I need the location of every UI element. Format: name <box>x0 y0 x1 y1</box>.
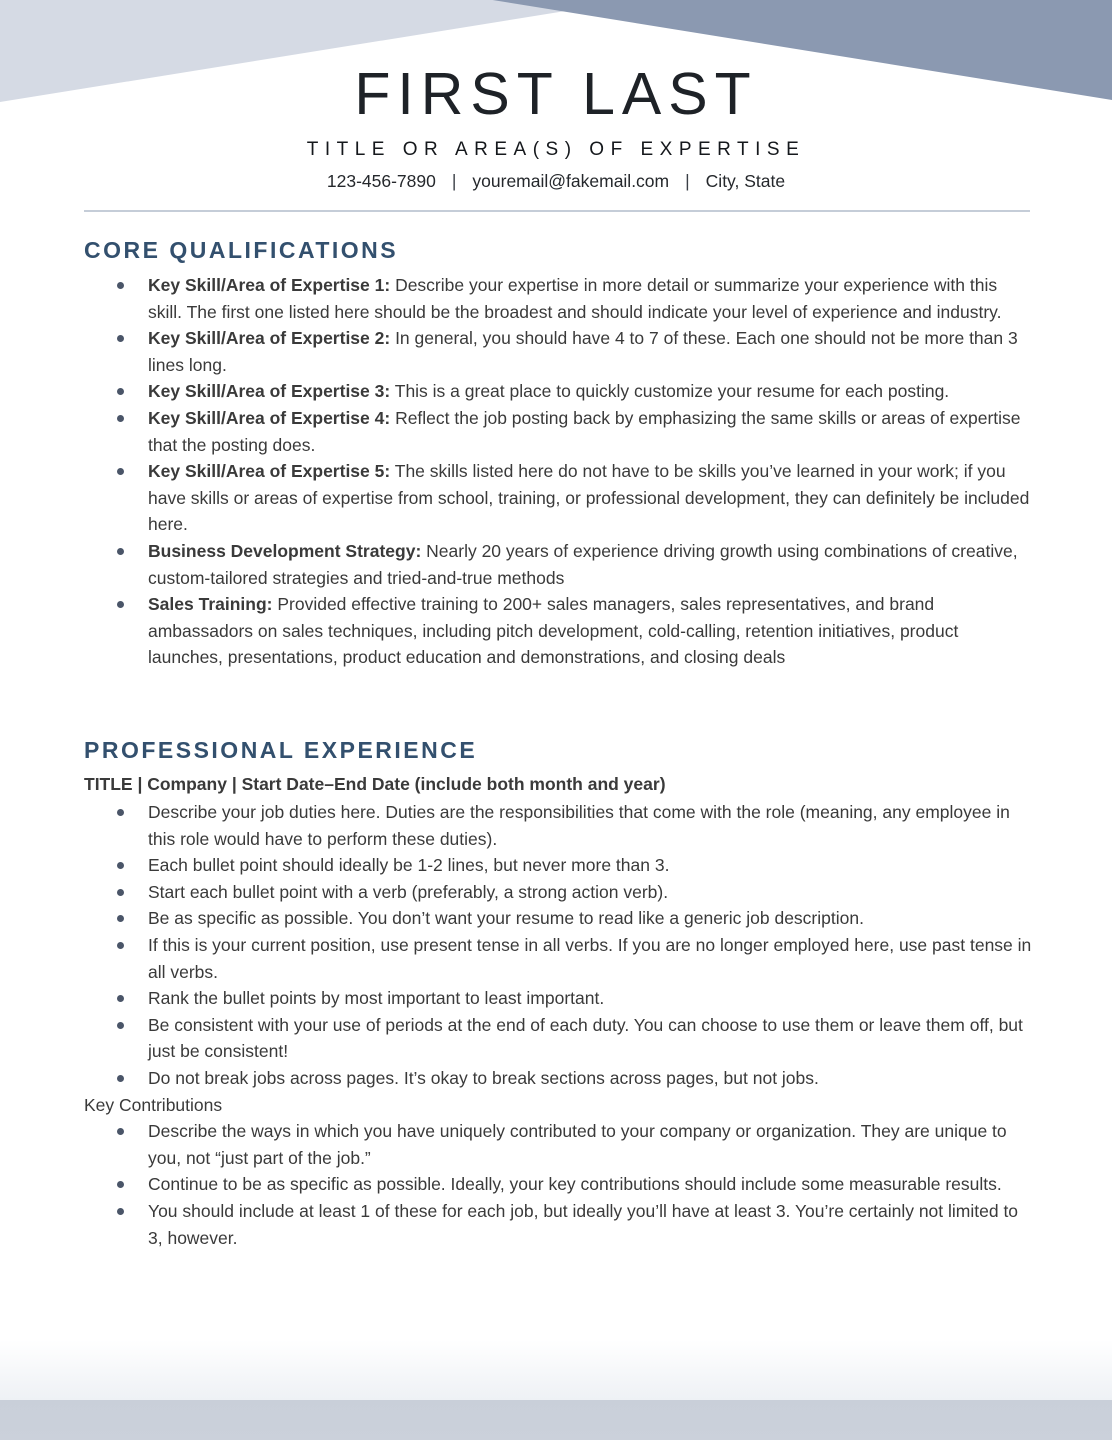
bullet-text: This is a great place to quickly customize your resume for each posting. <box>390 381 950 402</box>
bullet-lead: Key Skill/Area of Expertise 4: <box>148 407 391 428</box>
contact-email: youremail@fakemail.com <box>472 170 670 191</box>
bullet-item <box>84 405 1032 458</box>
bullet-item <box>84 538 1032 591</box>
core-qualifications-list <box>84 272 1032 671</box>
footer-fade <box>0 1340 1112 1400</box>
bullet-item <box>84 272 1032 325</box>
key-contributions-list <box>84 1118 1032 1251</box>
bullet-marker-icon <box>117 1208 124 1215</box>
bullet-lead: Key Skill/Area of Expertise 3: <box>148 381 391 402</box>
bullet-lead: Key Skill/Area of Expertise 5: <box>148 461 391 482</box>
bullet-item <box>84 932 1032 985</box>
bullet-text: Do not break jobs across pages. It’s okay to break sections across pages, but not jobs. <box>148 1067 819 1088</box>
bullet-marker-icon <box>117 388 124 395</box>
bullet-item <box>84 1118 1032 1171</box>
contact-phone: 123-456-7890 <box>326 170 436 191</box>
bullet-text: Describe your job duties here. Duties are the responsibilities that come with the role (meaning, any employee in this role would have to perform these duties). <box>148 802 1010 849</box>
bullet-text: You should include at least 1 of these for each job, but ideally you’ll have at least 3. You’re certainly not limited to 3, however. <box>148 1200 1019 1248</box>
bullet-item <box>84 799 1032 852</box>
bullet-item <box>84 1065 1032 1092</box>
bullet-marker-icon <box>117 335 124 342</box>
bullet-text: Be as specific as possible. You don’t want your resume to read like a generic job description. <box>148 908 864 929</box>
resume-header <box>0 61 1112 192</box>
bullet-marker-icon <box>117 995 124 1002</box>
bullet-marker-icon <box>117 915 124 922</box>
bullet-marker-icon <box>117 809 124 816</box>
candidate-title: TITLE OR AREA(S) OF EXPERTISE <box>306 138 806 160</box>
bullet-item <box>84 1171 1032 1198</box>
bullet-item <box>84 905 1032 932</box>
bullet-marker-icon <box>117 889 124 896</box>
bullet-lead: Key Skill/Area of Expertise 2: <box>148 328 391 349</box>
bullet-item <box>84 852 1032 879</box>
bullet-marker-icon <box>117 862 124 869</box>
contact-separator: | <box>685 170 690 191</box>
bullet-text: In general, you should have 4 to 7 of these. Each one should not be more than 3 lines long. <box>148 328 1018 375</box>
bullet-text: Continue to be as specific as possible. Ideally, your key contributions should include some measurable results. <box>148 1174 1002 1195</box>
bullet-item <box>84 985 1032 1012</box>
contact-location: City, State <box>705 170 786 191</box>
bullet-item <box>84 325 1032 378</box>
bullet-lead: Key Skill/Area of Expertise 1: <box>148 275 391 295</box>
bullet-item <box>84 1012 1032 1065</box>
bullet-text: Be consistent with your use of periods at the end of each duty. You can choose to use them or leave them off, but just be consistent! <box>148 1014 1023 1062</box>
bullet-text: The skills listed here do not have to be skills you’ve learned in your work; if you have skills or areas of expertise from school, training, or professional development, they can definitely be included here. <box>148 461 1030 535</box>
section-core-qualifications <box>84 237 1032 671</box>
bullet-text: Provided effective training to 200+ sales managers, sales representatives, and brand ambassadors on sales techniques, including pitch development, cold-calling, retention initiatives, product launches, presentations, product education and demonstrations, and closing deals <box>148 594 959 668</box>
bullet-lead: Business Development Strategy: <box>148 540 422 561</box>
job-duties-list <box>84 799 1032 1092</box>
footer-accent-band <box>0 1400 1112 1440</box>
bullet-text: Describe the ways in which you have uniquely contributed to your company or organization. They are unique to you, not “just part of the job.” <box>148 1121 1007 1168</box>
bullet-marker-icon <box>117 1075 124 1082</box>
bullet-text: If this is your current position, use present tense in all verbs. If you are no longer employed here, use past tense in all verbs. <box>148 934 1032 982</box>
key-contributions-subheading: Key Contributions <box>84 1094 223 1115</box>
bullet-marker-icon <box>117 415 124 422</box>
bullet-marker-icon <box>117 601 124 608</box>
bullet-lead: Sales Training: <box>148 594 273 615</box>
bullet-text: Rank the bullet points by most important to least important. <box>148 988 605 1009</box>
candidate-name: FIRST LAST <box>354 61 758 127</box>
section-professional-experience <box>84 737 1032 1251</box>
professional-experience-heading: PROFESSIONAL EXPERIENCE <box>84 737 478 763</box>
bullet-text: Each bullet point should ideally be 1-2 lines, but never more than 3. <box>148 855 670 876</box>
bullet-marker-icon <box>117 942 124 949</box>
bullet-item <box>84 1198 1032 1251</box>
job-title-line: TITLE | Company | Start Date–End Date (include both month and year) <box>84 774 666 794</box>
bullet-marker-icon <box>117 282 124 289</box>
bullet-item <box>84 378 1032 405</box>
bullet-item <box>84 458 1032 538</box>
bullet-marker-icon <box>117 548 124 555</box>
contact-line <box>0 171 1112 192</box>
contact-separator: | <box>451 170 457 191</box>
bullet-text: Nearly 20 years of experience driving growth using combinations of creative, custom-tailored strategies and tried-and-true methods <box>148 540 1018 588</box>
bullet-item <box>84 591 1032 671</box>
bullet-text: Reflect the job posting back by emphasizing the same skills or areas of expertise that the posting does. <box>148 407 1021 455</box>
bullet-marker-icon <box>117 1022 124 1029</box>
bullet-marker-icon <box>117 1128 124 1135</box>
core-qualifications-heading: CORE QUALIFICATIONS <box>84 237 399 263</box>
bullet-item <box>84 879 1032 906</box>
bullet-marker-icon <box>117 1181 124 1188</box>
bullet-marker-icon <box>117 468 124 475</box>
header-divider <box>84 210 1030 212</box>
bullet-text: Start each bullet point with a verb (preferably, a strong action verb). <box>148 881 669 902</box>
bullet-text: Describe your expertise in more detail or summarize your experience with this skill. The first one listed here should be the broadest and should indicate your level of experience and industry. <box>148 275 1002 322</box>
